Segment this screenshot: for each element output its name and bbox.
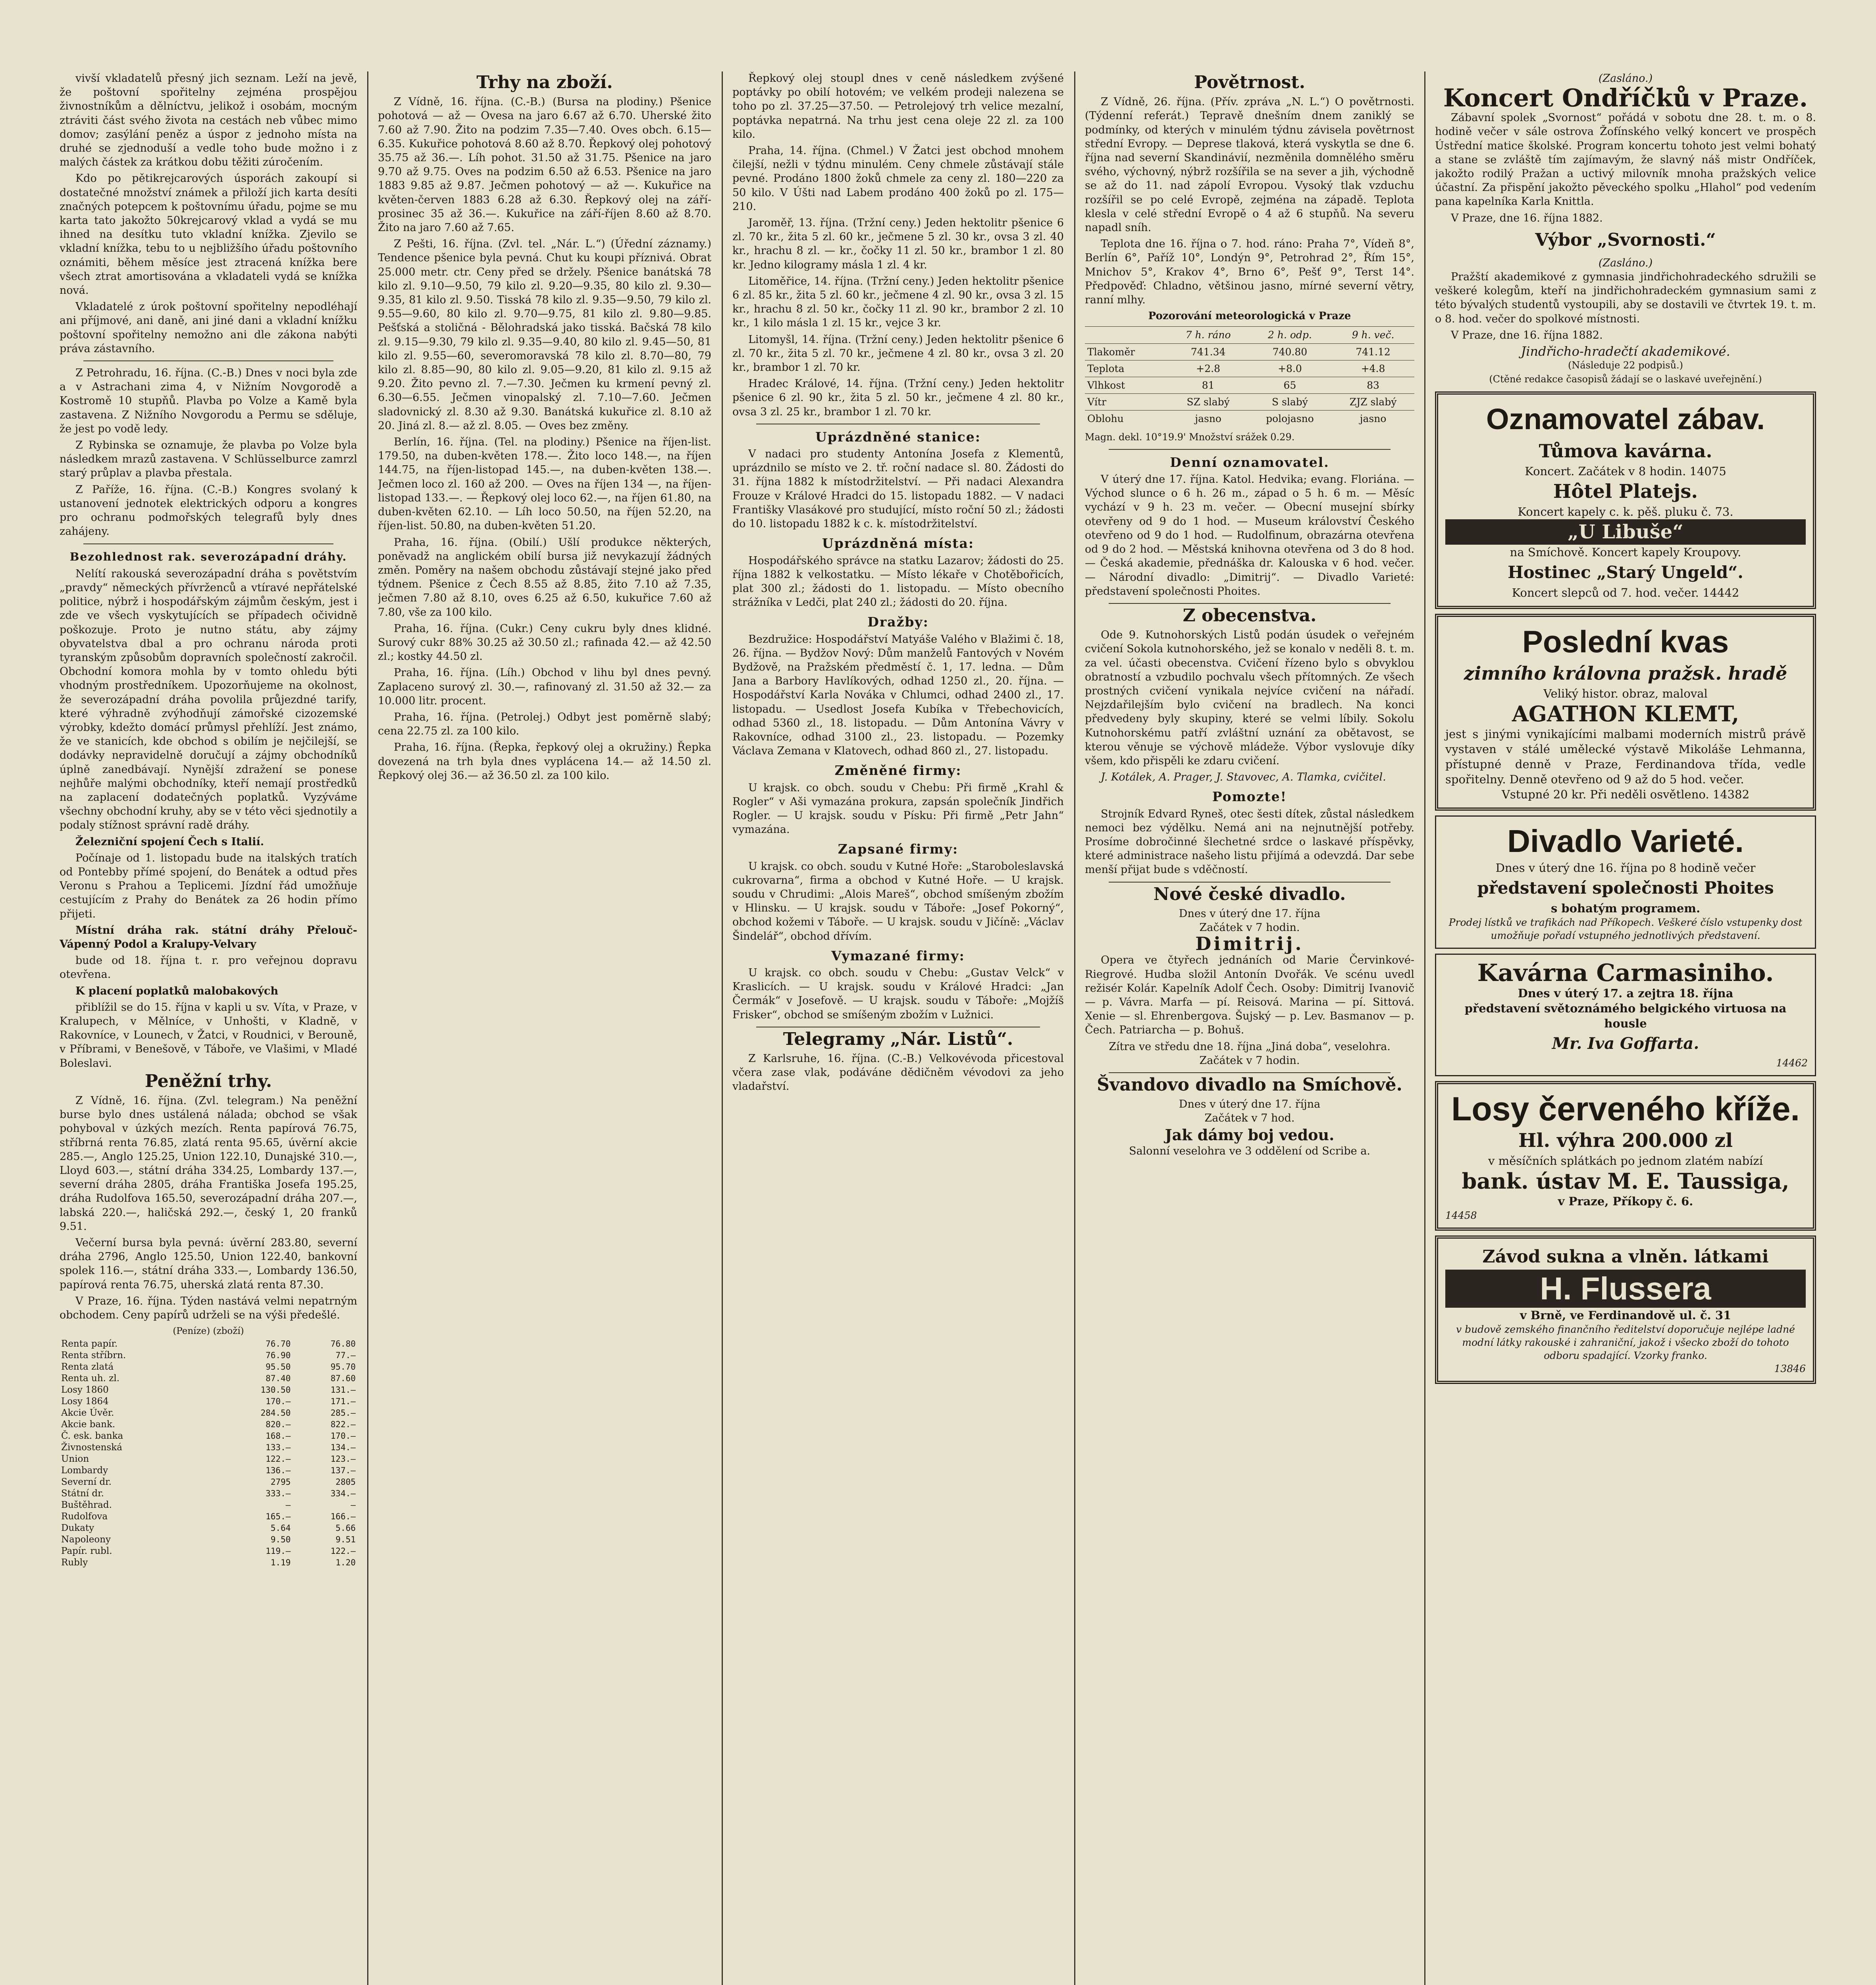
market-pest: Z Pešti, 16. října. (Zvl. tel. „Nár. L.“) (Úřední záznamy.) Tendence pšenice byla pevná. Chut ku koupi příznivá. Obrat 25.000 metr. ctr. Ceny před se držely. Pšenice banátská 78 kilo zl. 9.10—9.50, 79 kilo zl. 9.20—9.35, 80 kilo zl. 9.30—9.35, 81 kilo zl. 9.50. Tisská 78 kilo zl. 9.35—9.50, 79 kilo zl. 9.55—9.60, 80 kilo zl. 9.70—9.75, 81 kilo zl. 9.80—9.85. Pešťská a stoličná - Bělohradská jako tisská. Bačská 78 kilo zl. 9.15—9.30, 79 kilo zl. 9.35—9.40, 80 kilo zl. 9.45—50, 81 kilo zl. 9.55—60, severomoravská 78 kilo zl. 8.70—80, 79 kilo zl. 8.85—90, 80 kilo zl. 9.05—9.20, 81 kilo zl. 9.15 až 9.20. Žito pevno zl. 7.—7.30. Ječmen ku krmení pevný zl. 6.30—6.55. Ječmen vinopalský zl. 7.10—7.60. Ječmen sladovnický zl. 8.30 až 9.30. Banátská kukuřice zl. 8.10 až 20. Jiná zl. 8.— až zl. 8.05. — Oves bez změny.: [378, 238, 711, 432]
rates-table: [60, 1338, 357, 1569]
ad-tuma-title: Tůmova kavárna.: [1539, 440, 1712, 462]
ad-carmasini: [1435, 954, 1816, 1076]
italy-heading: Železniční spojení Čech s Italií.: [75, 835, 264, 848]
ad-carmasini-artist: Mr. Iva Goffarta.: [1552, 1034, 1699, 1053]
rate-buy: 9.50: [270, 1535, 291, 1545]
ad-entertainment: [1435, 391, 1816, 609]
ad-concert-date: V Praze, dne 16. října 1882.: [1451, 212, 1603, 224]
ad-painting-sub: zimního královna pražsk. hradě: [1464, 662, 1787, 684]
rate-buy: 136.—: [266, 1466, 291, 1476]
public-heading: Z obecenstva.: [1183, 605, 1317, 626]
ad-entertainment-title: Oznamovatel zábav.: [1486, 402, 1765, 436]
auctions-text: Bezdružice: Hospodářství Matyáše Valého v Blažimi č. 18, 26. října. — Bydžov Nový: Dům manželů Fantových v Novém Bydžově, na Pražském předměstí č. 1, 17. ledna. — Dům Jana a Barbory Havlíkových, odhad 1250 zl., 20. října. — Hospodářství Karla Nováka v Chlumci, odhad 2400 zl., 17. listopadu. — Usedlost Josefa Kubíka v Třebechovicích, odhad 5360 zl., 18. listopadu. — Dům Antonína Vávry v Rakovníce, odhad 3100 zl., 23. listopadu. — Pozemky Václava Zemana v Klatovech, odhad 860 zl., 27. listopadu.: [732, 633, 1064, 757]
ad-variete-text: Prodej lístků ve trafikách nad Příkopech. Veškeré číslo vstupenky dost umožňuje pořadí vstupného jednotlivých představení.: [1448, 916, 1803, 941]
table-row: [60, 1407, 357, 1419]
ad-akademik-small: (Následuje 22 podpisů.): [1568, 360, 1683, 371]
market-heading: Trhy na zboží.: [476, 72, 613, 93]
weather-heading: Povětrnost.: [1194, 72, 1306, 93]
rate-name: Severní dr.: [61, 1477, 112, 1488]
weather-cell: S slabý: [1248, 394, 1332, 410]
column-rule: [1424, 71, 1425, 1985]
weather-table: [1085, 326, 1414, 427]
ad-concert-signature: Výbor „Svornosti.“: [1535, 229, 1716, 250]
table-row: [60, 1546, 357, 1557]
ad-lottery-prize: Hl. výhra 200.000 zl: [1518, 1129, 1733, 1152]
table-row: [60, 1373, 357, 1384]
weather-more: Teplota dne 16. října o 7. hod. ráno: Praha 7°, Vídeň 8°, Berlín 6°, Paříž 10°, Londýn 9°, Petrohrad 2°, Řím 15°, Mnichov 5°, Krakov 4°, Brno 6°, Pešť 9°, Terst 14°. Předpověď: Chladno, většinou jasno, mírné severní větry, ranní mlhy.: [1085, 238, 1414, 306]
table-row: [60, 1488, 357, 1499]
table-row: [1085, 327, 1414, 343]
table-row: [60, 1534, 357, 1546]
rate-name: Státní dr.: [61, 1488, 104, 1499]
rate-buy: 820.—: [266, 1420, 291, 1430]
theatre-text: Opera ve čtyřech jednáních od Marie Červinkové-Riegrové. Hudba složil Antonín Dvořák. Ve scénu uvedl režisér Kolár. Kapelník Adolf Čech. Osoby: Dimitrij Ivanovič — p. Vávra. Marfa — pí. Reisová. Marina — pí. Sittová. Xenie — sl. Ehrenbergova. Šujský — p. Lev. Basmanov — p. Čech. Patriarcha — p. Bohuš.: [1085, 954, 1414, 1037]
rate-sell: 87.60: [330, 1374, 356, 1384]
deleted-firms-text: U krajsk. co obch. soudu v Chebu: „Gustav Velck“ v Kraslicích. — U krajsk. soudu v Králové Hradci: „Jan Čermák“ v Josefově. — U krajsk. soudu v Táboře: „Mojžíš Frisker“, obchod se smíšeným zbožím v Lužnici.: [732, 966, 1064, 1021]
divider: [83, 360, 333, 361]
ad-libuse-line: na Smíchově. Koncert kapely Kroupovy.: [1510, 545, 1741, 559]
table-row: [60, 1499, 357, 1511]
money-heading: Peněžní trhy.: [144, 1071, 272, 1091]
rate-sell: 123.—: [330, 1454, 356, 1464]
weather-table-title: Pozorování meteorologická v Praze: [1148, 310, 1351, 322]
weather-cell: +8.0: [1248, 360, 1332, 377]
ad-painting-line: Veliký histor. obraz, maloval: [1543, 686, 1708, 700]
smichov-text: Salonní veselohra ve 3 oddělení od Scribe a.: [1129, 1145, 1370, 1157]
daily-heading: Denní oznamovatel.: [1170, 454, 1329, 470]
rate-name: Renta zlatá: [61, 1362, 114, 1372]
ad-akademik-signature: Jindřicho-hradečtí akademikové.: [1521, 344, 1730, 359]
ad-carmasini-title: Kavárna Carmasiniho.: [1477, 959, 1774, 987]
italy-article: Počínaje od 1. listopadu bude na italských tratích od Pontebby přímé spojení, do Benátek a odtud přes Veronu s Prahou a Teplicemi. Jízdní řád umožňuje cestujícím z Prahy do Benátek za 26 hodin přímo přijeti.: [60, 852, 357, 920]
rate-name: Renta stříbrn.: [61, 1350, 126, 1361]
section-heading: Bezohlednost rak. severozápadní dráhy.: [69, 550, 347, 563]
column-rule: [722, 71, 723, 1985]
ad-lottery: [1435, 1081, 1816, 1231]
rate-buy: —: [285, 1500, 291, 1510]
rate-name: Losy 1864: [61, 1396, 109, 1407]
rate-name: Renta uh. zl.: [61, 1373, 120, 1384]
rate-name: Union: [61, 1454, 89, 1465]
rate-buy: 333.—: [266, 1489, 291, 1499]
fees-article: přiblížil se do 15. října v kapli u sv. Víta, v Praze, v Kralupech, v Mělníce, v Unhošti, v Kladně, v Rakovníce, v Lounech, v Žatci, v Roudnici, v Berouně, v Příbrami, v Benešově, v Táboře, ve Vlašimi, v Mladé Boleslavi.: [60, 1001, 357, 1070]
vacant-heading: Uprázdněné stanice:: [815, 429, 981, 445]
rate-name: Losy 1860: [61, 1385, 109, 1395]
ad-lottery-title: Losy červeného kříže.: [1451, 1090, 1800, 1127]
market-prague-grain: Praha, 16. října. (Obilí.) Ušlí produkce některých, poněvadž na anglickém obilí bursa již nevykazují žádných změn. Poměry na našem obchodu zůstávají stejné jako před týdnem. Pšenice z Čech 8.55 až 8.85, žito 7.10 až 7.35, ječmen 7.80 až 8.10, oves 6.25 až 6.50, kukuřice 7.60 až 7.80, vše za 100 kilo.: [378, 536, 711, 619]
rate-name: Akcie Úvěr.: [61, 1408, 114, 1418]
rate-sell: 95.70: [330, 1362, 356, 1372]
ad-variete-line: Dnes v úterý dne 16. října po 8 hodině večer: [1495, 861, 1756, 875]
rate-buy: 76.70: [266, 1339, 291, 1349]
weather-cell: 65: [1248, 377, 1332, 394]
ad-lottery-num: 14458: [1445, 1209, 1477, 1221]
rate-name: Papír. rubl.: [61, 1546, 112, 1557]
weather-head-cell: 9 h. več.: [1332, 327, 1414, 343]
column-2: [378, 71, 711, 1985]
rate-buy: 95.50: [266, 1362, 291, 1372]
deleted-firms-heading: Vymazané firmy:: [831, 948, 965, 964]
ad-flusser-addr: v Brně, ve Ferdinandově ul. č. 31: [1520, 1308, 1732, 1322]
weather-head-cell: [1085, 327, 1168, 343]
table-row: [60, 1338, 357, 1350]
vacant-text: V nadaci pro studenty Antonína Josefa z Klementů, uprázdnilo se místo ve 2. tř. roční nadace sl. 80. Žádosti do 31. října 1882 k místodržitelství. — Při nadaci Alexandra Frouze v Králové Hradci do 15. listopadu 1882. — V nadaci Františky Vlasákové pro studující, místo roční 50 zl.; žádosti do 10. listopadu 1882 k c. k. místodržitelství.: [732, 448, 1064, 530]
rate-name: Č. esk. banka: [61, 1431, 123, 1442]
rate-sell: 137.—: [330, 1466, 356, 1476]
ad-akademik-foot: (Ctěné redakce časopisů žádají se o laskavé uveřejnění.): [1489, 374, 1762, 385]
savings-paragraph: Kdo po pětikrejcarových úsporách zakoupí si dostatečné množství známek a přiloží jich karta desíti značných potepcem k poštovnímu úřadu, pojme se mu karta tato jakožto 50krejcarový vklad a vydá se mu ihned na desítku tuto vkladní knížka. Zjevilo se vkladní knížka, tebu to u nejbližšího úřadu poštovního oznámiti, během měsíce jest ztracená knížka bere všech ztrat amortisována a vkladateli vydá se knížka nová.: [60, 172, 357, 297]
ad-concert-text: Zábavní spolek „Svornost“ pořádá v sobotu dne 28. t. m. o 8. hodině večer v sále ostrova Žofínského velký koncert ve prospěch Ústřední matice školské. Program koncertu tohoto jest velmi bohatý a stane se zvláště tím zajímavým, že slavný náš mistr Ondříček, jakožto rodilý Pražan a uctivý milovník mnoha pražských velice účastní. Za přispění jakožto pěveckého spolku „Hlahol“ pod vedením pana kapelníka Karla Knittla.: [1435, 112, 1816, 208]
table-row: [1085, 360, 1414, 377]
vacant2-heading: Uprázdněná místa:: [822, 536, 975, 551]
rate-sell: 2805: [335, 1477, 356, 1487]
news-paris: Z Paříže, 16. října. (C.-B.) Kongres svolaný k ustanovení jednotek elektrických odporu a kongres pro ochranu podmořských telegrafů byly dnes zahájeny.: [60, 483, 357, 538]
daily-text: V úterý dne 17. října. Katol. Hedvika; evang. Floriána. — Východ slunce o 6 h. 26 m., západ o 5 h. 6 m. — Měsíc vychází v 9 h. 23 m. večer. — Obecní musejní sbírky otevřeny od 9 do 1 hod. — Museum království Českého otevřeno od 9 do 1 hod. — Rudolfinum, obrazárna otevřena od 9 do 2 hod. — Městská knihovna otevřena od 3 do 8 hod. — Česká akademie, přednáška dr. Kalouska v 6 hod. večer. — Národní divadlo: „Dimitrij“. — Divadlo Varieté: představení společnosti Phoites.: [1085, 473, 1414, 597]
rate-buy: 284.50: [260, 1408, 291, 1418]
weather-cell: polojasno: [1248, 410, 1332, 427]
ad-carmasini-line: Dnes v úterý 17. a zejtra 18. října: [1518, 986, 1733, 1000]
savings-intro: vivší vkladatelů přesný jich seznam. Leží na jevě, že poštovní spořitelny zejména prospějou živnostníkům a dělníctvu, jelikož i osobám, mocným ztráviti část svého života na cestách neb vůbec mimo domov; zasýlání peněz a úspor z jednoho místa na druhé se zjednoduší a vedle toho bude možno i z malých částek za krátkou dobu těžiti zúročením.: [60, 72, 357, 169]
registered-firms-heading: Zapsané firmy:: [838, 841, 959, 857]
table-row: [60, 1396, 357, 1407]
table-head: (Peníze) (zboží): [173, 1326, 244, 1337]
table-row: [1085, 343, 1414, 360]
news-rybinsk: Z Rybinska se oznamuje, že plavba po Volze byla následkem mrazů zastavena. V Schlüsselburce zamrzl starý průplav a plavba přestala.: [60, 439, 357, 480]
rate-sell: 5.66: [335, 1523, 356, 1533]
news-petrograd: Z Petrohradu, 16. října. (C.-B.) Dnes v noci byla zde a v Astrachani zima 4, v Nižním Novgorodě a Kostromě 10 stupňů. Plavba po Volze a Kamě byla zastavena. Z Nižního Novgorodu a Permu se sděluje, že jest po vodě ledy.: [60, 367, 357, 435]
rate-buy: 76.90: [266, 1351, 291, 1361]
money-intro: Z Vídně, 16. října. (Zvl. telegram.) Na peněžní burse bylo dnes ustálená nálada; obchod se však pohyboval v úzkých mezích. Renta papírová 76.75, stříbrná renta 76.85, zlatá renta 95.65, úvěrní akcie 285.—, Anglo 125.25, Union 122.10, Dunajské 310.—, Lloyd 603.—, státní dráha 334.25, Lombardy 137.—, severní dráha 2805, dráha Františka Josefa 195.25, dráha Rudolfova 165.50, severozápadní dráha 207.—, labská 220.—, haličská 292.—, český 1, 20 franků 9.51.: [60, 1095, 357, 1233]
rate-buy: 119.—: [266, 1546, 291, 1556]
market-kralove: Hradec Králové, 14. října. (Tržní ceny.) Jeden hektolitr pšenice 6 zl. 90 kr., žita 5 zl. 50 kr., ječmene 4 zl. 80 kr., ovsa 3 zl. 25 kr., brambor 1 zl. 70 kr.: [732, 378, 1064, 418]
rate-name: Dukaty: [61, 1523, 94, 1534]
rate-sell: 9.51: [335, 1535, 356, 1545]
ad-variete-sub2: s bohatým programem.: [1550, 901, 1701, 915]
table-row: [60, 1430, 357, 1442]
telegram-karlsruhe: Z Karlsruhe, 16. října. (C.-B.) Velkovévoda přicestoval včera zase vlak, podáváne dědičněm vévodovi za jeho vladařství.: [732, 1052, 1064, 1093]
table-row: [60, 1557, 357, 1569]
rate-name: Rubly: [61, 1557, 88, 1568]
column-rule: [367, 71, 368, 1985]
rate-buy: 130.50: [260, 1385, 291, 1395]
ad-ungeld-title: Hostinec „Starý Ungeld“.: [1508, 562, 1743, 582]
divider: [1109, 449, 1391, 450]
prelouc-article: bude od 18. října t. r. pro veřejnou dopravu otevřena.: [60, 954, 357, 981]
rate-name: Rudolfova: [61, 1511, 108, 1522]
theatre-heading: Nové české divadlo.: [1153, 884, 1346, 904]
ad-flusser-num: 13846: [1774, 1363, 1806, 1374]
ad-platejs-title: Hôtel Platejs.: [1553, 480, 1698, 503]
divider: [1109, 603, 1391, 604]
market-jaromer: Jaroměř, 13. října. (Tržní ceny.) Jeden hektolitr pšenice 6 zl. 70 kr., žita 5 zl. 60 kr., ječmene 5 zl. 30 kr., ovsa 3 zl. 40 kr., hrachu 8 zl. — kr., čočky 11 zl. 50 kr., brambor 1 zl. 80 kr. Jedno kilogramy másla 1 zl. 4 kr.: [732, 217, 1064, 271]
ad-libuse-title: „U Libuše“: [1445, 519, 1806, 545]
column-3: [732, 71, 1064, 1985]
theatre-start: Začátek v 7 hodin.: [1199, 921, 1300, 934]
public-signature: J. Kotálek, A. Prager, J. Stavovec, A. Tlamka, cvičitel.: [1101, 771, 1386, 784]
ad-concert-title: Koncert Ondříčků v Praze.: [1443, 83, 1808, 113]
weather-cell: Oblohu: [1085, 410, 1168, 427]
theatre-title: Dimitrij.: [1195, 933, 1304, 955]
weather-head-cell: 7 h. ráno: [1168, 327, 1248, 343]
rate-sell: 76.80: [330, 1339, 356, 1349]
zaslano-label: (Zasláno.): [1598, 72, 1653, 85]
rate-sell: 171.—: [330, 1397, 356, 1407]
rate-buy: 1.19: [270, 1558, 291, 1568]
weather-cell: +4.8: [1332, 360, 1414, 377]
ad-painting-title: Poslední kvas: [1522, 624, 1729, 659]
weather-cell: Vítr: [1085, 394, 1168, 410]
theatre-tomorrow-start: Začátek v 7 hodin.: [1199, 1054, 1300, 1067]
rate-sell: 122.—: [330, 1546, 356, 1556]
ad-flusser: [1435, 1235, 1816, 1384]
weather-cell: Teplota: [1085, 360, 1168, 377]
smichov-start: Začátek v 7 hod.: [1204, 1112, 1295, 1125]
weather-cell: 740.80: [1248, 343, 1332, 360]
column-4: [1085, 71, 1414, 1985]
table-row: [60, 1511, 357, 1522]
savings-paragraph: Vkladatelé z úrok poštovní spořitelny nepodléhají ani příjmové, ani daně, ani jiné dani a vkladní knížku poštovní spořitelny nemožno ani dle zákona nabýti práva zástavního.: [60, 301, 357, 355]
money-prague: V Praze, 16. října. Týden nastává velmi nepatrným obchodem. Ceny papírů udrželi se na výši předešlé.: [60, 1295, 357, 1322]
rate-buy: 165.—: [266, 1512, 291, 1522]
weather-foot: Magn. dekl. 10°19.9' Množství srážek 0.29.: [1085, 431, 1295, 443]
ad-lottery-text: v měsíčních splátkách po jednom zlatém nabízí: [1488, 1154, 1763, 1168]
money-evening: Večerní bursa byla pevná: úvěrní 283.80, severní dráha 2796, Anglo 125.50, Union 122.40, bankovní spolek 116.—, státní dráha 333.—, Lombardy 136.50, papírová renta 76.75, uherská zlatá renta 87.30.: [60, 1237, 357, 1291]
theatre-date: Dnes v úterý dne 17. října: [1179, 907, 1321, 920]
market-prague-sugar: Praha, 16. října. (Cukr.) Ceny cukru byly dnes klidné. Surový cukr 88% 30.25 až 30.50 zl.; rafinada 42.— až 42.50 zl.; kostky 44.50 zl.: [378, 622, 711, 663]
rate-buy: 170.—: [266, 1397, 291, 1407]
smichov-heading: Švandovo divadlo na Smíchově.: [1097, 1075, 1402, 1095]
divider: [83, 543, 333, 544]
weather-cell: 741.12: [1332, 343, 1414, 360]
rate-sell: 170.—: [330, 1431, 356, 1441]
rate-sell: 822.—: [330, 1420, 356, 1430]
rate-buy: 133.—: [266, 1443, 291, 1453]
table-row: [1085, 377, 1414, 394]
vacant2-text: Hospodářského správce na statku Lazarov; žádosti do 25. října 1882 k velkostatku. — Místo lékaře v Chotěbořicích, plat 300 zl.; žádosti do 1. listopadu. — Místo obecního strážníka v Ledči, plat 240 zl.; žádosti do 20. října.: [732, 554, 1064, 609]
table-row: [60, 1522, 357, 1534]
ad-painting-text: jest s jinými vynikajícími malbami moderních mistrů právě vystaven v stálé umělecké výstavě Mikoláše Lehmanna, přístupné denně v Praze, Ferdinandova třída, vedle spořitelny. Denně otevřeno od 9 až do 5 hod. večer.: [1445, 727, 1806, 786]
market-prague-rape: Praha, 16. října. (Řepka, řepkový olej a okružiny.) Řepka dovezená na trh byla dnes vyplácena 14.— až 14.50 zl. Řepkový olej 36.— až 36.50 zl. za 100 kilo.: [378, 741, 711, 782]
theatre-tomorrow: Zítra ve středu dne 18. října „Jiná doba“, veselohra.: [1109, 1040, 1391, 1053]
ad-platejs-line: Koncert kapely c. k. pěš. pluku č. 73.: [1518, 505, 1733, 518]
weather-cell: ZJZ slabý: [1332, 394, 1414, 410]
market-prague-petrol: Praha, 16. října. (Petrolej.) Odbyt jest poměrně slabý; cena 22.75 zl. za 100 kilo.: [378, 711, 711, 738]
fees-heading: K placení poplatků malobakových: [75, 985, 278, 997]
table-row: [60, 1361, 357, 1373]
table-row: [60, 1384, 357, 1396]
ad-painting-artist: AGATHON KLEMT,: [1512, 701, 1739, 727]
column-1: [60, 71, 357, 1985]
smichov-date: Dnes v úterý dne 17. října: [1179, 1098, 1321, 1111]
ad-carmasini-num: 14462: [1776, 1057, 1808, 1069]
rate-sell: 77.—: [335, 1351, 356, 1361]
divider: [1109, 1072, 1391, 1073]
table-row: [1085, 410, 1414, 427]
ad-painting: [1435, 614, 1816, 811]
zaslano-label: (Zasláno.): [1598, 256, 1653, 269]
changed-firms-heading: Změněné firmy:: [834, 763, 962, 779]
market-oil: Řepkový olej stoupl dnes v ceně následkem zvýšené poptávky po obilí hotovém; ve velkém prodeji nalezena se toho po zl. 37.25—37.50. — Petrolejový trh velice mezalní, poptávka nepatrná. Na trhu jest cena oleje 22 zl. za 100 kilo.: [732, 72, 1064, 141]
table-row: [60, 1465, 357, 1476]
ad-variete: [1435, 815, 1816, 949]
weather-cell: 81: [1168, 377, 1248, 394]
weather-cell: jasno: [1168, 410, 1248, 427]
help-heading: Pomozte!: [1212, 789, 1287, 805]
market-berlin: Berlín, 16. října. (Tel. na plodiny.) Pšenice na říjen-list. 179.50, na duben-květen 178.—. Žito loco 148.—, na říjen 144.75, na říjen-listopad 145.—, na duben-květen 138.—. Ječmen loco zl. 160 až 200. — Oves na říjen 134 —, na říjen-listopad 133.—. — Řepkový olej loco 62.—, na říjen 61.80, na duben-květen 62.10. — Líh loco 50.50, na říjen 52.20, na říjen-list. 50.80, na duben-květen 51.20.: [378, 436, 711, 532]
telegrams-heading: Telegramy „Nár. Listů“.: [783, 1029, 1013, 1049]
market-vienna: Z Vídně, 16. října. (C.-B.) (Bursa na plodiny.) Pšenice pohotová — až — Ovesa na jaro 6.67 až 6.70. Uherské žito 7.60 až 7.90. Žito na podzim 7.35—7.40. Oves obch. 6.15—6.35. Kukuřice pohotová 8.60 až 8.70. Řepkový olej pohotový 35.75 až 36.—. Líh pohot. 31.50 až 31.75. Pšenice na jaro 9.70 až 9.75. Oves na podzim 6.50 až 6.53. Pšenice na jaro 1883 9.85 až 9.87. Ječmen pohotový — až —. Kukuřice na květen-červen 1883 6.28 až 6.30. Řepkový olej na září-prosinec 35 až 36.—. Kukuřice na září-říjen 8.60 až 8.70. Žito na jaro 7.60 až 7.65.: [378, 96, 711, 234]
rate-name: Živnostenská: [61, 1442, 122, 1453]
rate-name: Akcie bank.: [61, 1419, 116, 1430]
ad-akademik-date: V Praze, dne 16. října 1882.: [1451, 329, 1603, 341]
weather-head-cell: 2 h. odp.: [1248, 327, 1332, 343]
changed-firms-text: U krajsk. co obch. soudu v Chebu: Při firmě „Krahl & Rogler“ v Aši vymazána prokura, zapsán společník Jindřich Rogler. — U krajsk. soudu v Písku: Při firmě „Petr Jahn“ vymazána.: [732, 781, 1064, 836]
rail-article: Nelítí rakouská severozápadní dráha s povětstvím „pravdy“ německých přívrženců a vtíravé nepřátelské politice, nýbrž i hospodářským zájmům českým, jest i zde ve všech vyskytujících se případech očividně poškozuje. Proto je nutno státu, aby zájmy obyvatelstva dbal a pro ochranu národa proti tyranským způsobům dopravních společností zakročil. Obchodní komora mohla by v tomto ohledu býti vhodným prostředníkem. Upozorňujeme na okolnost, že severozápadní dráha povolila průjezdné tarify, které výhradně zvýhodňují zámořské cizozemské výrobky, kdežto domácí průmysl přehlíží. Jest známo, že ve stanicích, kde obchod s obilím je nejčilejší, se dodávky nepravidelně doručují a zájmy obchodníků úplně zanedbávají. Nynější zdražení se ponese nejhůře malými obchodníky, kteří nemají prostředků na zaplacení dodatečných poplatků. Vyzýváme všechny obchodní kruhy, aby se v této věci sjednotily a podaly stížnost správní radě dráhy.: [60, 567, 357, 832]
divider: [1109, 882, 1391, 883]
rate-sell: 285.—: [330, 1408, 356, 1418]
table-row: [60, 1419, 357, 1430]
market-litomysl: Litomyšl, 14. října. (Tržní ceny.) Jeden hektolitr pšenice 6 zl. 70 kr., žita 5 zl. 70 kr., ječmene 4 zl. 80 kr., ovsa 3 zl. 20 kr., brambor 1 zl. 70 kr.: [732, 333, 1064, 374]
ad-lottery-bank: bank. ústav M. E. Taussiga,: [1462, 1168, 1789, 1194]
public-text: Ode 9. Kutnohorských Listů podán úsudek o veřejném cvičení Sokola kutnohorského, jež se konalo v neděli 8. t. m. za vel. účasti obecenstva. Cvičení řízeno bylo s obvyklou obratností a vzbudilo pochvalu všech přítomných. Ze všech prostných cvičení vynikala nejvíce cvičení na nářadí. Nejzdařilejším bylo cvičení na bradlech. Na konci předvedeny byly skupiny, které se velmi líbily. Sokolu Kutnohorskému patří zvláštní uznání za obětavost, se kterou věnuje se výchově mládeže. Výbor vyslovuje díky všem, kdo přispěli ke zdaru cvičení.: [1085, 629, 1414, 767]
help-text: Strojník Edvard Ryneš, otec šesti dítek, zůstal následkem nemoci bez výdělku. Nemá ani na nejnutnější potřeby. Prosíme dobročinné šlechetné srdce o laskavé příspěvky, které administrace našeho listu přijímá a odevzdá. Dar sebe menší přijat bude s vděčností.: [1085, 807, 1414, 876]
rate-sell: 1.20: [335, 1558, 356, 1568]
ad-ungeld-line: Koncert slepců od 7. hod. večer. 14442: [1512, 586, 1739, 599]
weather-cell: Vlhkost: [1085, 377, 1168, 394]
weather-cell: Tlakoměr: [1085, 343, 1168, 360]
table-row: [60, 1442, 357, 1453]
weather-cell: 83: [1332, 377, 1414, 394]
rate-name: Lombardy: [61, 1465, 108, 1476]
rate-sell: 334.—: [330, 1489, 356, 1499]
weather-cell: 741.34: [1168, 343, 1248, 360]
rate-sell: 134.—: [330, 1443, 356, 1453]
column-rule: [1074, 71, 1075, 1985]
ad-lottery-addr: v Praze, Příkopy č. 6.: [1558, 1194, 1693, 1208]
rate-name: Buštěhrad.: [61, 1500, 112, 1511]
rate-buy: 122.—: [266, 1454, 291, 1464]
registered-firms-text: U krajsk. co obch. soudu v Kutné Hoře: „Staroboleslavská cukrovarna“, firma a obchod v Kutné Hoře. — U krajsk. soudu v Chrudimi: „Alois Mareš“, obchod smíšeným zbožím v Hlinsku. — U krajsk. soudu v Táboře: „Josef Pokorný“, obchod kožemi v Táboře. — U krajsk. soudu v Jičíně: „Václav Šindelář“, obchod dřívím.: [732, 860, 1064, 942]
ad-variete-title: Divadlo Varieté.: [1507, 823, 1744, 859]
weather-cell: jasno: [1332, 410, 1414, 427]
ad-flusser-title: Závod sukna a vlněn. látkami: [1482, 1246, 1769, 1267]
ad-flusser-name: H. Flussera: [1445, 1270, 1806, 1308]
ad-akademik-text: Pražští akademikové z gymnasia jindřichohradeckého sdružili se veškeré kolegům, kteří na jindřichohradeckém gymnasium sami z této bývalých studentů vystoupili, aby se dostavili ve čtvrtek 19. t. m. o 8. hod. večer do spolkové místnosti.: [1435, 271, 1816, 325]
rate-buy: 87.40: [266, 1374, 291, 1384]
weather-cell: SZ slabý: [1168, 394, 1248, 410]
ad-carmasini-text: představení světoznámého belgického virtuosa na housle: [1464, 1001, 1787, 1030]
rate-buy: 5.64: [270, 1523, 291, 1533]
ad-tuma-line: Koncert. Začátek v 8 hodin. 14075: [1525, 464, 1726, 478]
ad-variete-sub: představení společnosti Phoites: [1477, 878, 1774, 898]
rate-name: Napoleony: [61, 1534, 111, 1545]
auctions-heading: Dražby:: [867, 614, 929, 630]
market-prague-spirit: Praha, 16. října. (Líh.) Obchod v lihu byl dnes pevný. Zaplaceno surový zl. 30.—, rafinovaný zl. 31.50 až 32.— za 10.000 litr. procent.: [378, 667, 711, 707]
market-hops: Praha, 14. října. (Chmel.) V Žatci jest obchod mnohem čilejší, nežli v týdnu minulém. Ceny chmele zůstávají stále pevné. Prodáno 1800 žoků chmele za ceny zl. 180—220 za 50 kilo. V Úšti nad Labem prodáno 400 žoků po zl. 175—210.: [732, 145, 1064, 213]
prelouc-heading: Místní dráha rak. státní dráhy Přelouč-Vápenný Podol a Kralupy-Velvary: [60, 924, 357, 950]
table-row: [60, 1476, 357, 1488]
market-litomerice: Litoměřice, 14. října. (Tržní ceny.) Jeden hektolitr pšenice 6 zl. 85 kr., žita 5 zl. 60 kr., ječmene 4 zl. 90 kr., ovsa 3 zl. 15 kr., hrachu 8 zl. 50 kr., čočky 11 zl. 90 kr., brambor 2 zl. 10 kr., 1 kilo másla 1 zl. 15 kr., vejce 3 kr.: [732, 275, 1064, 330]
table-row: [1085, 394, 1414, 410]
ad-flusser-text: v budově zemského finančního ředitelství doporučuje nejlépe ladné modní látky rakouské i zahraniční, jakož i všecko zboží do tohoto odboru spadající. Vzorky franko.: [1456, 1323, 1795, 1361]
ad-painting-price: Vstupné 20 kr. Při neděli osvětleno. 14382: [1501, 787, 1750, 801]
rate-name: Renta papír.: [61, 1339, 118, 1349]
rate-sell: 131.—: [330, 1385, 356, 1395]
table-row: [60, 1453, 357, 1465]
weather-intro: Z Vídně, 26. října. (Přív. zpráva „N. L.“) O povětrnosti. (Týdenní referát.) Tepravě dnešním dnem zaniklý se podmínky, od kterých v minulém týdnu závisela povětrnost střední Evropy. — Deprese tlaková, která vyskytla se dne 6. října nad severní Skandinávií, nezměnila domnělého směru svého, výchovný, nýbrž rozšířila se na sever a jih, východně se až do 11. nad zápolí Evropou. Vysoký tlak vzduchu rozšířil se po celé Evropě, zejména na západě. Teplota klesla v celé střední Evropě o 4 až 6 stupňů. Na severu napadl sníh.: [1085, 96, 1414, 234]
smichov-title: Jak dámy boj vedou.: [1165, 1125, 1335, 1144]
weather-cell: +2.8: [1168, 360, 1248, 377]
column-5-ads: [1435, 71, 1816, 1985]
rate-buy: 168.—: [266, 1431, 291, 1441]
rate-sell: 166.—: [330, 1512, 356, 1522]
rate-buy: 2795: [270, 1477, 291, 1487]
rate-sell: —: [351, 1500, 356, 1510]
table-row: [60, 1350, 357, 1361]
